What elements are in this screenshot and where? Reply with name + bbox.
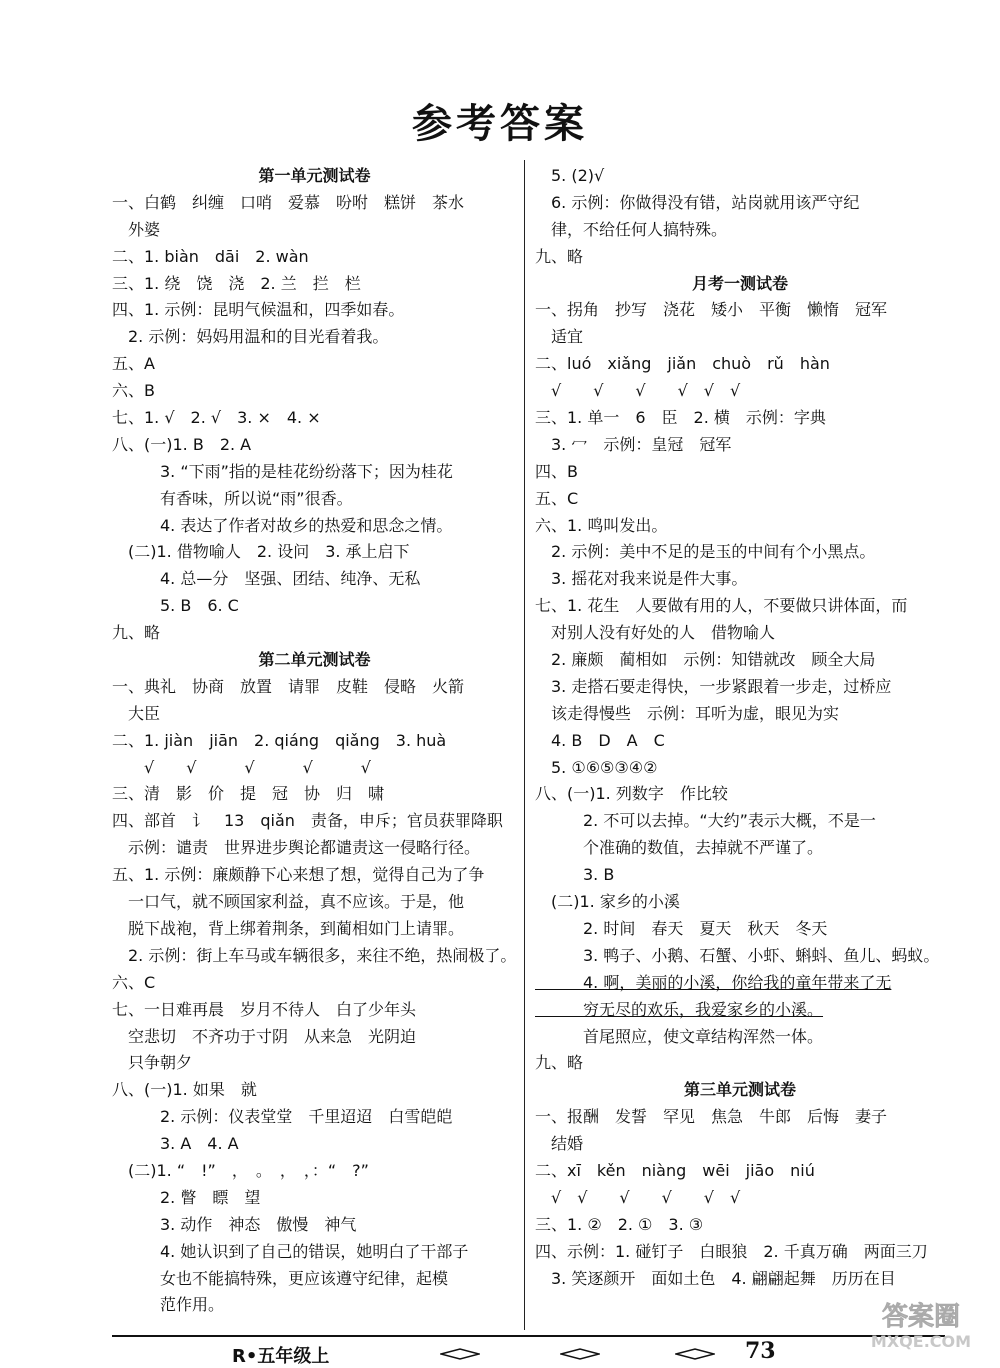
answer-text: (二)1. 借物喻人 2. 设问 3. 承上启下	[112, 542, 410, 562]
answer-line	[112, 513, 517, 540]
answer-text: 5. B 6. C	[112, 596, 239, 616]
answer-text: (二)1. 家乡的小溪	[535, 892, 680, 912]
answer-line	[535, 862, 945, 889]
answer-line	[112, 781, 517, 808]
answer-text: 一、报酬 发誓 罕见 焦急 牛郎 后悔 妻子	[535, 1107, 888, 1127]
answer-text: 3. 摇花对我来说是件大事。	[535, 569, 748, 589]
answer-line	[112, 1131, 517, 1158]
footer-diamond-icon	[560, 1348, 600, 1360]
footer-grade-label: R•五年级上	[232, 1346, 330, 1367]
answer-text: 结婚	[535, 1134, 584, 1154]
answer-text: 三、1. ② 2. ① 3. ③	[535, 1214, 704, 1234]
right-answer-column	[535, 163, 945, 1292]
answer-text: 有香味，所以说“雨”很香。	[112, 488, 353, 508]
answer-text: √ √ √ √ √	[112, 757, 371, 777]
answer-line	[535, 1024, 945, 1051]
answer-text: 5. (2)√	[535, 166, 605, 185]
answer-text: 九、略	[112, 623, 161, 643]
answer-line	[535, 728, 945, 755]
answer-line	[112, 351, 517, 378]
left-answer-column	[112, 163, 517, 1319]
answer-text: 适宜	[535, 327, 584, 347]
answer-text: √ √ √ √ √ √	[535, 381, 741, 401]
answer-text: 3. 动作 神态 傲慢 神气	[112, 1214, 357, 1234]
answer-line	[535, 916, 945, 943]
answer-text: 2. 示例：仪表堂堂 千里迢迢 白雪皑皑	[112, 1107, 453, 1127]
answer-text: 2. 示例：街上车马或车辆很多，来往不绝，热闹极了。	[112, 945, 517, 965]
svg-text:答案圈: 答案圈	[881, 1302, 961, 1332]
answer-text: (二)1. “ !” ， 。 ， ，：“ ?”	[112, 1160, 369, 1180]
answer-line	[535, 405, 945, 432]
answer-text: 八、(一)1. 列数字 作比较	[535, 784, 728, 804]
answer-line	[535, 943, 945, 970]
answer-line	[535, 835, 945, 862]
answer-text: 3. A 4. A	[112, 1134, 239, 1154]
answer-text: 2. 瞥 瞟 望	[112, 1187, 261, 1207]
answer-line	[112, 970, 517, 997]
answer-text: 脱下战袍，背上绑着荆条，到蔺相如门上请罪。	[112, 918, 465, 938]
answer-text: 3. 走搭石要走得快，一步紧跟着一步走，过桥应	[535, 676, 892, 696]
answer-text: 4. 表达了作者对故乡的热爱和思念之情。	[112, 515, 453, 535]
page-number: 73	[745, 1338, 776, 1364]
answer-text: 4. 总—分 坚强、团结、纯净、无私	[112, 569, 421, 589]
answer-text: 第二单元测试卷	[258, 650, 371, 670]
answer-text: 月考一测试卷	[691, 273, 788, 293]
answer-text: 一、白鹤 纠缠 口哨 爱慕 吩咐 糕饼 茶水	[112, 192, 465, 212]
answer-text: 四、部首 讠 13 qiǎn 责备，申斥；官员获罪降职	[112, 811, 503, 831]
answer-text: 七、1. √ 2. √ 3. × 4. ×	[112, 408, 321, 428]
answer-line	[112, 1239, 517, 1266]
answer-line	[112, 1158, 517, 1185]
answer-line	[112, 297, 517, 324]
answer-text: 八、(一)1. 如果 就	[112, 1080, 257, 1100]
answer-line	[112, 217, 517, 244]
answer-text: 二、luó xiǎng jiǎn chuò rǔ hàn	[535, 354, 830, 374]
answer-line	[112, 432, 517, 459]
answer-line	[112, 1185, 517, 1212]
answer-line	[535, 701, 945, 728]
answer-line	[535, 1239, 945, 1266]
answer-text: 六、C	[112, 972, 156, 992]
answer-line	[112, 1024, 517, 1051]
answer-line	[112, 620, 517, 647]
footer-diamond-icon	[675, 1348, 715, 1360]
answer-line	[535, 593, 945, 620]
answer-line	[535, 163, 945, 190]
answer-text: 穷无尽的欢乐，我爱家乡的小溪。	[535, 999, 824, 1019]
answer-line	[112, 486, 517, 513]
answer-text: 五、1. 示例：廉颇静下心来想了想，觉得自己为了争	[112, 865, 485, 885]
section-heading	[112, 163, 517, 190]
answer-text: 2. 廉颇 蔺相如 示例：知错就改 顾全大局	[535, 650, 876, 670]
answer-line	[535, 244, 945, 271]
answer-line	[535, 1266, 945, 1293]
answer-text: √ √ √ √ √ √	[535, 1187, 741, 1207]
answer-text: 三、清 影 价 提 冠 协 归 啸	[112, 784, 385, 804]
answer-text: 五、A	[112, 354, 155, 374]
answer-text: 四、1. 示例：昆明气候温和，四季如春。	[112, 300, 405, 320]
answer-line	[112, 405, 517, 432]
answer-line	[112, 889, 517, 916]
answer-line	[112, 728, 517, 755]
answer-text: 空悲切 不齐功于寸阴 从来急 光阴迫	[112, 1026, 417, 1046]
answer-line	[112, 378, 517, 405]
answer-line	[112, 835, 517, 862]
answer-line	[112, 271, 517, 298]
answer-line	[112, 539, 517, 566]
answer-line	[112, 862, 517, 889]
answer-line	[112, 1266, 517, 1293]
answer-line	[112, 244, 517, 271]
section-heading	[112, 647, 517, 674]
answer-text: 4. 啊，美丽的小溪，你给我的童年带来了无	[535, 972, 892, 992]
answer-line	[535, 889, 945, 916]
answer-text: 6. 示例：你做得没有错，站岗就用该严守纪	[535, 192, 860, 212]
answer-text: 该走得慢些 示例：耳听为虚，眼见为实	[535, 703, 840, 723]
answer-text: 四、示例：1. 碰钉子 白眼狼 2. 千真万确 两面三刀	[535, 1241, 928, 1261]
answer-line	[535, 1212, 945, 1239]
answer-line	[535, 513, 945, 540]
section-heading	[535, 271, 945, 298]
answer-line	[112, 1292, 517, 1319]
answer-text: 九、略	[535, 246, 584, 266]
answer-text: 一、典礼 协商 放置 请罪 皮鞋 侵略 火箭	[112, 676, 465, 696]
answer-text: 六、1. 鸣叫发出。	[535, 515, 668, 535]
answer-text: 4. 她认识到了自己的错误，她明白了干部子	[112, 1241, 469, 1261]
answer-text: 5. ①⑥⑤③④②	[535, 757, 658, 777]
answer-line	[112, 1077, 517, 1104]
column-divider	[524, 160, 525, 1330]
answer-text: 2. 时间 春天 夏天 秋天 冬天	[535, 918, 828, 938]
answer-line	[535, 1050, 945, 1077]
answer-line	[535, 1131, 945, 1158]
answer-text: 大臣	[112, 703, 161, 723]
answer-line	[535, 1185, 945, 1212]
answer-text: 第一单元测试卷	[258, 166, 371, 185]
svg-text:MXQE.COM: MXQE.COM	[870, 1332, 972, 1351]
answer-text: 三、1. 绕 饶 浇 2. 兰 拦 栏	[112, 273, 361, 293]
answer-text: 七、一日难再晨 岁月不待人 白了少年头	[112, 999, 417, 1019]
answer-line	[112, 324, 517, 351]
answer-text: 一、拐角 抄写 浇花 矮小 平衡 懒惰 冠军	[535, 300, 888, 320]
answer-text: 四、B	[535, 461, 578, 481]
answer-text: 九、略	[535, 1053, 584, 1073]
answer-text: 第三单元测试卷	[683, 1080, 796, 1100]
answer-text: 范作用。	[112, 1295, 225, 1315]
answer-line	[535, 970, 945, 997]
answer-line	[535, 217, 945, 244]
answer-line	[535, 674, 945, 701]
answer-text: 3. “下雨”指的是桂花纷纷落下；因为桂花	[112, 461, 453, 481]
answer-line	[535, 566, 945, 593]
answer-line	[535, 781, 945, 808]
watermark-logo	[856, 1295, 986, 1355]
answer-line	[112, 1104, 517, 1131]
answer-line	[112, 997, 517, 1024]
answer-line	[112, 1212, 517, 1239]
answer-line	[112, 459, 517, 486]
answer-line	[535, 1158, 945, 1185]
answer-line	[112, 190, 517, 217]
answer-line	[535, 1104, 945, 1131]
answer-line	[112, 593, 517, 620]
answer-line	[112, 755, 517, 782]
answer-line	[535, 647, 945, 674]
answer-text: 2. 示例：妈妈用温和的目光看着我。	[112, 327, 389, 347]
answer-text: 外婆	[112, 219, 161, 239]
answer-line	[112, 674, 517, 701]
answer-text: 首尾照应，使文章结构浑然一体。	[535, 1026, 824, 1046]
section-heading	[535, 1077, 945, 1104]
answer-text: 律，不给任何人搞特殊。	[535, 219, 728, 239]
answer-text: 示例：谴责 世界进步舆论都谴责这一侵略行径。	[112, 838, 481, 858]
answer-line	[535, 190, 945, 217]
answer-text: 3. B	[535, 865, 615, 885]
answer-line	[535, 755, 945, 782]
answer-line	[535, 351, 945, 378]
answer-text: 二、xī kěn niàng wēi jiāo niú	[535, 1160, 815, 1180]
answer-text: 三、1. 单一 6 臣 2. 横 示例：字典	[535, 408, 826, 428]
answer-line	[535, 486, 945, 513]
answer-text: 2. 不可以去掉。“大约”表示大概，不是一	[535, 811, 876, 831]
answer-text: 4. B D A C	[535, 730, 665, 750]
answer-text: 六、B	[112, 381, 155, 401]
answer-text: 3. 笑逐颜开 面如土色 4. 翩翩起舞 历历在目	[535, 1268, 896, 1288]
answer-line	[535, 808, 945, 835]
footer-rule	[112, 1335, 945, 1337]
answer-line	[112, 701, 517, 728]
answer-line	[535, 378, 945, 405]
answer-line	[535, 324, 945, 351]
answer-line	[112, 916, 517, 943]
answer-text: 只争朝夕	[112, 1053, 193, 1073]
footer-diamond-icon	[440, 1348, 480, 1360]
answer-line	[535, 997, 945, 1024]
answer-text: 二、1. biàn dāi 2. wàn	[112, 246, 309, 266]
answer-line	[535, 620, 945, 647]
answer-line	[535, 459, 945, 486]
answer-line	[112, 566, 517, 593]
answer-text: 八、(一)1. B 2. A	[112, 434, 252, 454]
answer-text: 一口气，就不顾国家利益，真不应该。于是，他	[112, 892, 465, 912]
answer-line	[535, 432, 945, 459]
answer-text: 3. 鸭子、小鹅、石蟹、小虾、蝌蚪、鱼儿、蚂蚁。	[535, 945, 940, 965]
answer-line	[112, 1050, 517, 1077]
answer-line	[535, 297, 945, 324]
answer-text: 五、C	[535, 488, 579, 508]
answer-text: 女也不能搞特殊，更应该遵守纪律，起模	[112, 1268, 449, 1288]
answer-text: 对别人没有好处的人 借物喻人	[535, 623, 776, 643]
answer-line	[112, 808, 517, 835]
page-title: 参考答案	[412, 100, 588, 147]
answer-text: 3. 冖 示例：皇冠 冠军	[535, 434, 732, 454]
answer-line	[112, 943, 517, 970]
answer-text: 七、1. 花生 人要做有用的人，不要做只讲体面，而	[535, 596, 908, 616]
answer-line	[535, 539, 945, 566]
answer-text: 二、1. jiàn jiān 2. qiáng qiǎng 3. huà	[112, 730, 447, 750]
answer-text: 2. 示例：美中不足的是玉的中间有个小黑点。	[535, 542, 876, 562]
answer-text: 个准确的数值，去掉就不严谨了。	[535, 838, 824, 858]
